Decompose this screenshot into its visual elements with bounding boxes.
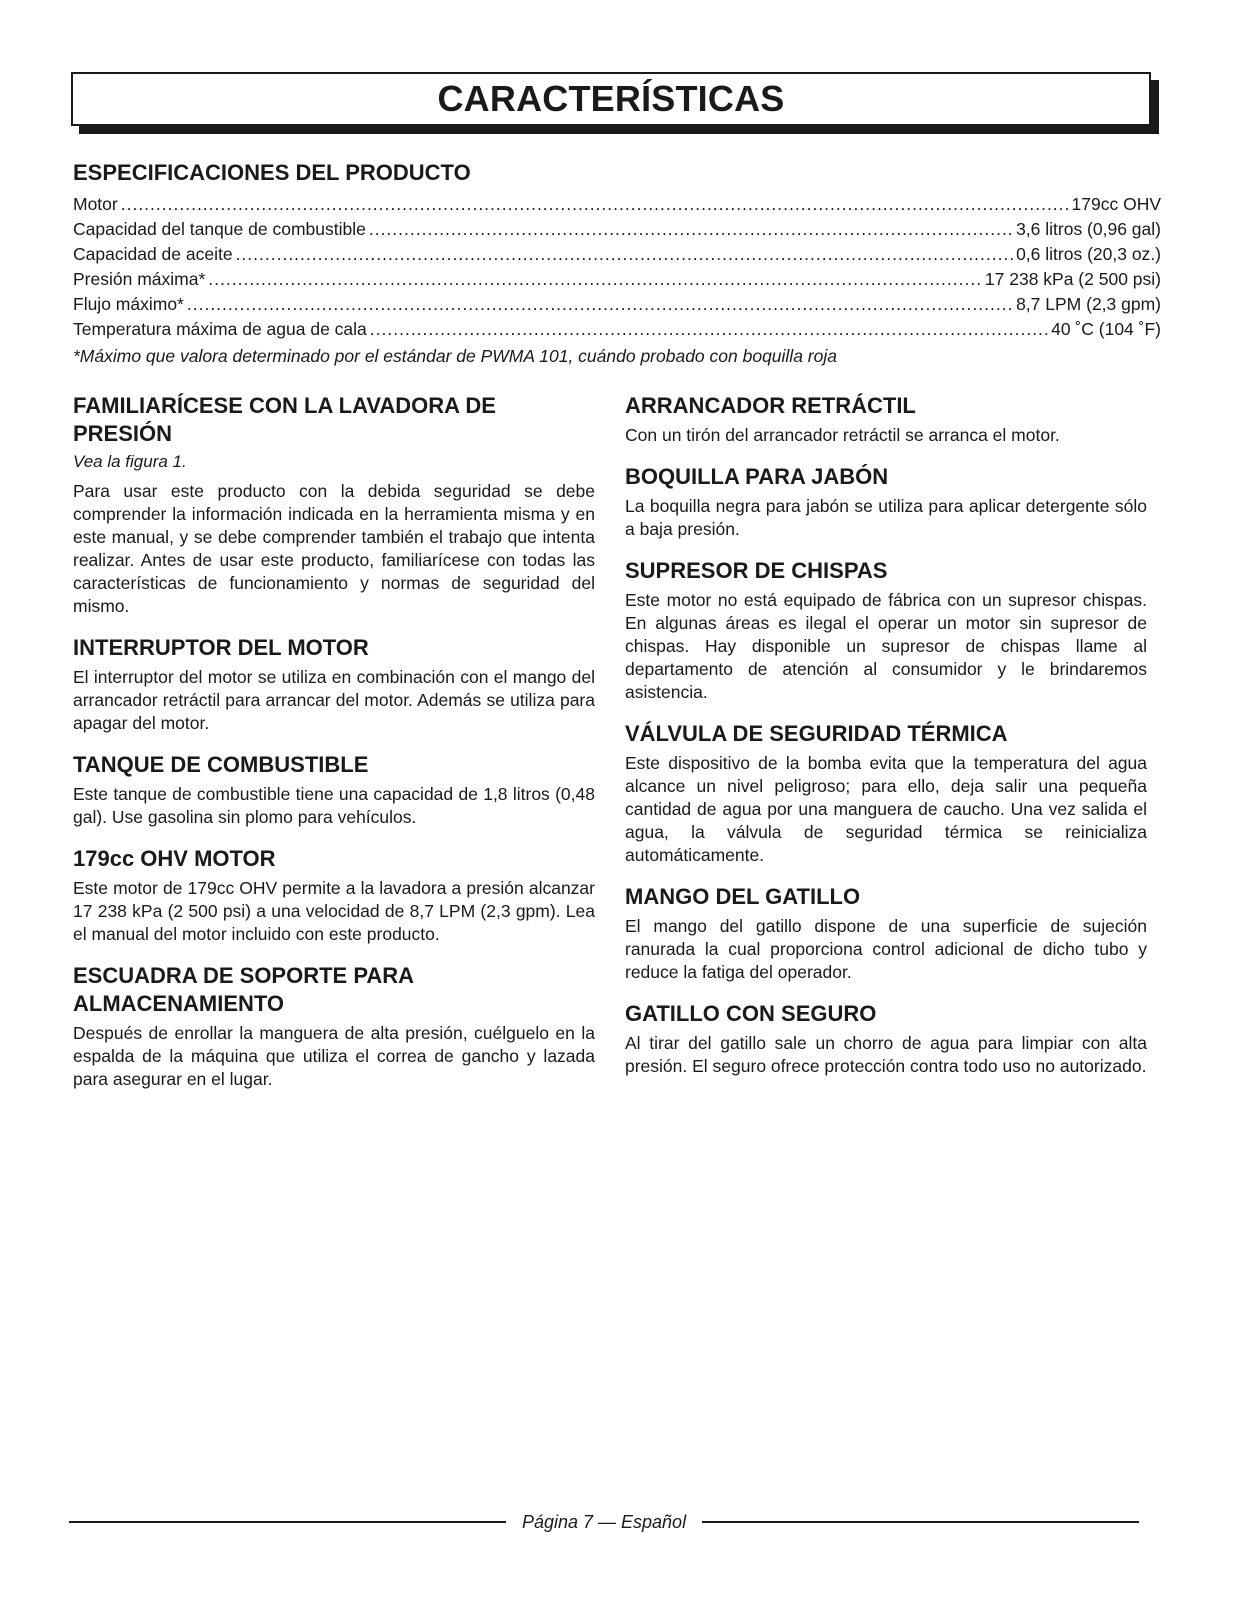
spec-row [73, 294, 1161, 319]
section-heading: ESCUADRA DE SOPORTE PARA ALMACENAMIENTO [73, 963, 414, 1016]
section-heading: GATILLO CON SEGURO [625, 1001, 877, 1026]
left-column [73, 392, 595, 1107]
specs-heading: ESPECIFICACIONES DEL PRODUCTO [73, 160, 471, 185]
spec-row [73, 244, 1161, 269]
section-storage-bracket [73, 962, 595, 1091]
section-body: Después de enrollar la manguera de alta presión, cuélguelo en la espalda de la máquina que utiliza el correa de gancho y lazada para asegurar en el lugar. [73, 1023, 595, 1089]
spec-label: Temperatura máxima de agua de cala [73, 319, 367, 339]
section-heading: BOQUILLA PARA JABÓN [625, 464, 889, 489]
section-heading: FAMILIARÍCESE CON LA LAVADORA DE PRESIÓN [73, 393, 496, 446]
section-heading: ARRANCADOR RETRÁCTIL [625, 393, 916, 418]
spec-list [73, 194, 1161, 344]
title-box [71, 72, 1151, 126]
section-thermal-relief-valve [625, 720, 1147, 867]
spec-value: 8,7 LPM (2,3 gpm) [1016, 294, 1161, 314]
section-body: Este motor no está equipado de fábrica con un supresor chispas. En algunas áreas es ilegal el operar un motor sin supresor de chispas. Hay disponible un supresor de chispas llame al departamento de atención al consumidor y le brindaremos asistencia. [625, 590, 1147, 702]
spec-value: 0,6 litros (20,3 oz.) [1016, 244, 1161, 264]
section-engine-switch [73, 634, 595, 735]
section-fuel-tank [73, 751, 595, 829]
section-body: El mango del gatillo dispone de una superficie de sujeción ranurada la cual proporciona control adicional de dicho tubo y reduce la fatiga del operador. [625, 916, 1147, 982]
spec-value: 40 ˚C (104 ˚F) [1051, 319, 1161, 339]
dot-leader [369, 219, 1013, 240]
section-heading: INTERRUPTOR DEL MOTOR [73, 635, 369, 660]
section-body: Este dispositivo de la bomba evita que la temperatura del agua alcance un nivel peligroso; para ello, deja salir una pequeña cantidad de agua por una manguera de caucho. Una vez salida el agua, la válvula de seguridad térmica se reinicializa automáticamente. [625, 753, 1147, 865]
section-heading: SUPRESOR DE CHISPAS [625, 558, 888, 583]
section-heading: VÁLVULA DE SEGURIDAD TÉRMICA [625, 721, 1008, 746]
spec-row [73, 319, 1161, 344]
section-trigger-handle [625, 883, 1147, 984]
footer-rule-right [702, 1521, 1139, 1523]
page-footer [69, 1510, 1139, 1534]
dot-leader [121, 194, 1069, 215]
spec-value: 17 238 kPa (2 500 psi) [984, 269, 1161, 289]
section-recoil-starter [625, 392, 1147, 447]
page-title-banner [71, 72, 1159, 128]
dot-leader [208, 269, 982, 290]
section-body: Este motor de 179cc OHV permite a la lavadora a presión alcanzar 17 238 kPa (2 500 psi) a una velocidad de 8,7 LPM (2,3 gpm). Lea el manual del motor incluido con este producto. [73, 878, 595, 944]
section-body: Para usar este producto con la debida seguridad se debe comprender la información indicada en la herramienta misma y en este manual, y se debe comprender también el trabajo que intenta realizar. Antes de usar este producto, familiarícese con todas las características de funcionamiento y normas de seguridad del mismo. [73, 481, 595, 616]
section-body: Al tirar del gatillo sale un chorro de agua para limpiar con alta presión. El seguro ofrece protección contra todo uso no autorizado. [625, 1033, 1147, 1076]
spec-value: 3,6 litros (0,96 gal) [1016, 219, 1161, 239]
right-column [625, 392, 1147, 1094]
section-body: Este tanque de combustible tiene una capacidad de 1,8 litros (0,48 gal). Use gasolina sin plomo para vehículos. [73, 784, 595, 827]
section-body: Con un tirón del arrancador retráctil se arranca el motor. [625, 425, 1060, 445]
dot-leader [236, 244, 1014, 265]
section-body: La boquilla negra para jabón se utiliza para aplicar detergente sólo a baja presión. [625, 496, 1147, 539]
spec-label: Flujo máximo* [73, 294, 184, 314]
spec-label: Motor [73, 194, 118, 214]
spec-row [73, 269, 1161, 294]
page-title: CARACTERÍSTICAS [437, 78, 785, 119]
section-heading: 179cc OHV MOTOR [73, 846, 276, 871]
section-heading: MANGO DEL GATILLO [625, 884, 861, 909]
spec-value: 179cc OHV [1071, 194, 1161, 214]
figure-reference: Vea la figura 1. [73, 452, 187, 471]
section-heading: TANQUE DE COMBUSTIBLE [73, 752, 369, 777]
dot-leader [187, 294, 1013, 315]
section-soap-nozzle [625, 463, 1147, 541]
footer-rule-left [69, 1521, 506, 1523]
spec-row [73, 219, 1161, 244]
spec-label: Capacidad del tanque de combustible [73, 219, 366, 239]
section-spark-arrestor [625, 557, 1147, 704]
section-body: El interruptor del motor se utiliza en combinación con el mango del arrancador retráctil para arrancar del motor. Además se utiliza para apagar del motor. [73, 667, 595, 733]
section-trigger-lock [625, 1000, 1147, 1078]
section-ohv-motor [73, 845, 595, 946]
dot-leader [370, 319, 1048, 340]
spec-label: Presión máxima* [73, 269, 206, 289]
spec-row [73, 194, 1161, 219]
page-number: Página 7 — Español [521, 1511, 687, 1532]
section-familiarize [73, 392, 595, 618]
product-specifications [73, 160, 1161, 367]
spec-label: Capacidad de aceite [73, 244, 233, 264]
specs-footnote: *Máximo que valora determinado por el estándar de PWMA 101, cuándo probado con boquilla roja [73, 346, 837, 366]
